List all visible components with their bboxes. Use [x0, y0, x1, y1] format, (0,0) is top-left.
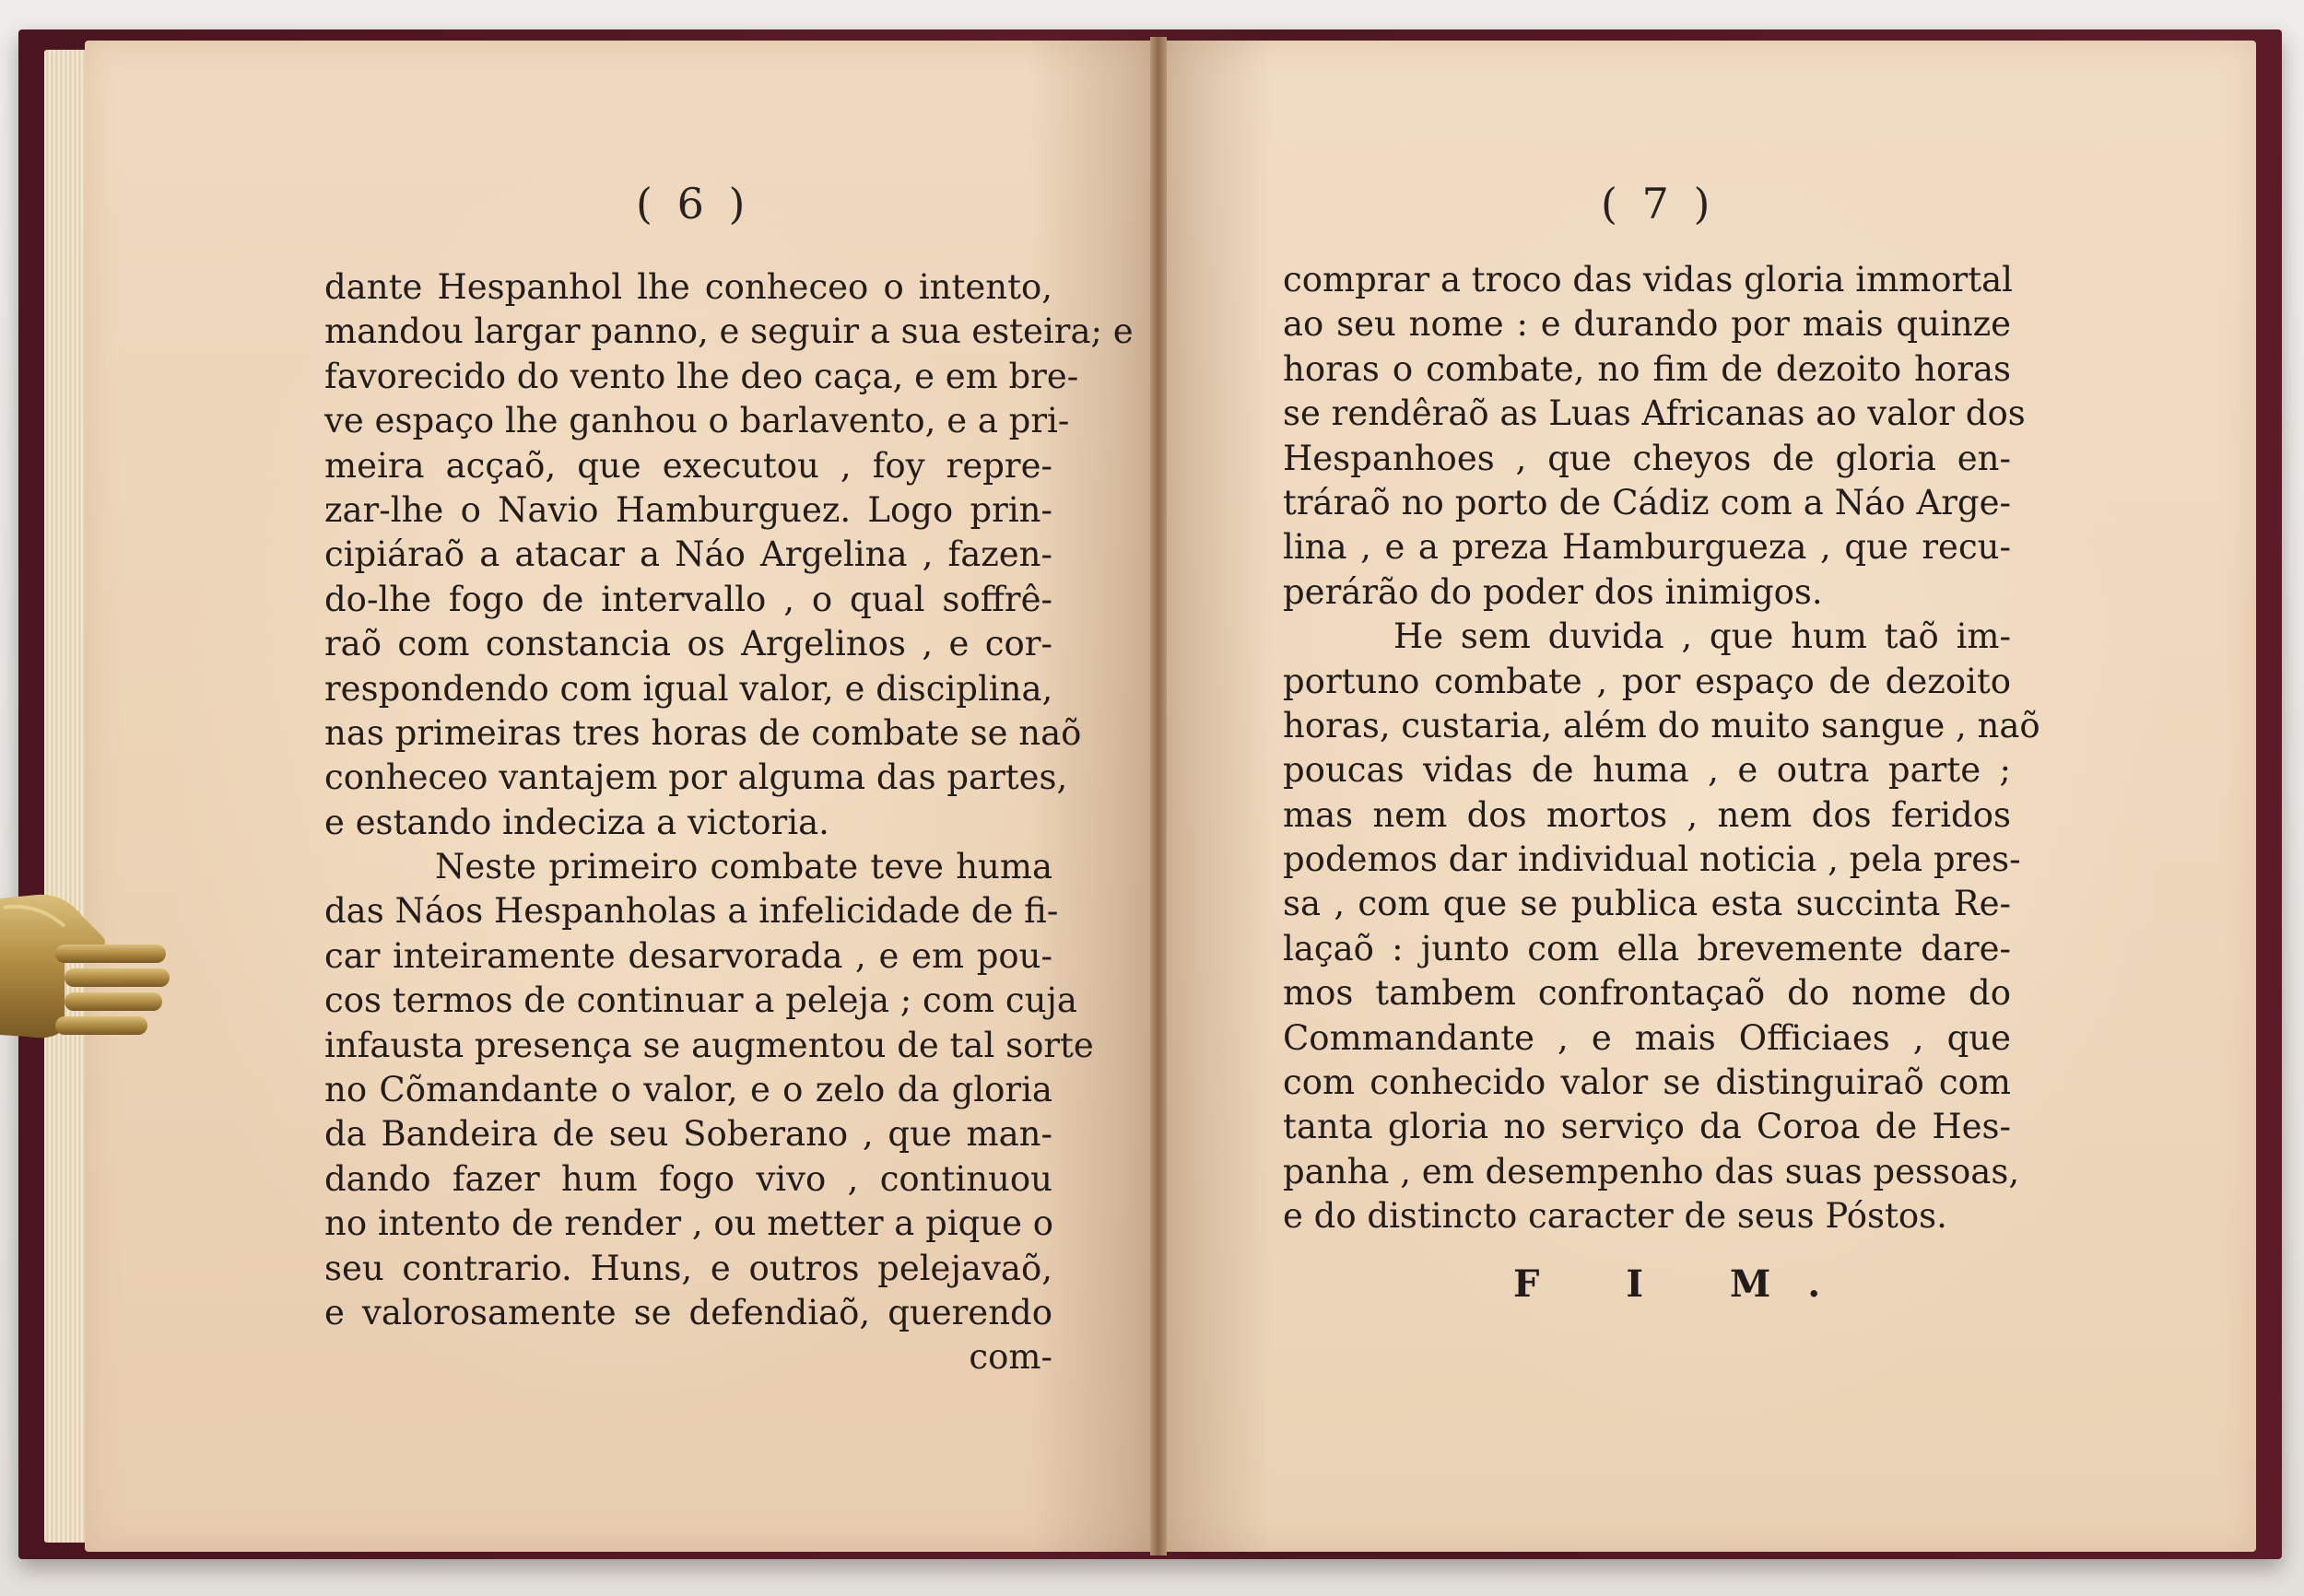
text-line: Hespanhoes , que cheyos de gloria en-	[1283, 438, 2011, 478]
text-line: car inteiramente desarvorada , e em pou-	[324, 935, 1052, 976]
text-line: mas nem dos mortos , nem dos feridos	[1283, 794, 2011, 835]
text-line: horas, custaria, além do muito sangue , naõ	[1283, 705, 2040, 745]
text-line: mandou largar panno, e seguir a sua esteira; e	[324, 311, 1134, 352]
text-line: comprar a troco das vidas gloria immortal	[1283, 260, 2013, 299]
text-line: e do distincto caracter de seus Póstos.	[1283, 1196, 1947, 1237]
text-line: horas o combate, no fim de dezoito horas	[1283, 348, 2011, 389]
closing-fim: F I M.	[1513, 1262, 1858, 1306]
right-page-text	[1283, 258, 2040, 1239]
page-number: ( 6 )	[636, 179, 751, 229]
text-line: seu contrario. Huns, e outros pelejavaõ,	[324, 1248, 1052, 1288]
text-line: panha , em desempenho das suas pessoas,	[1283, 1151, 2020, 1191]
text-line: podemos dar individual noticia , pela pres-	[1283, 839, 2021, 880]
text-line: perárão do poder dos inimigos.	[1283, 571, 1823, 612]
text-line: portuno combate , por espaço de dezoito	[1283, 661, 2011, 701]
text-line: zar-lhe o Navio Hamburguez. Logo prin-	[324, 489, 1052, 530]
text-line: tanta gloria no serviço da Coroa de Hes-	[1283, 1107, 2011, 1147]
text-line: raõ com constancia os Argelinos , e cor-	[324, 624, 1052, 664]
catchword: com-	[969, 1337, 1052, 1378]
text-line: poucas vidas de huma , e outra parte ;	[1283, 750, 2011, 791]
text-line: lina , e a preza Hamburgueza , que recu-	[1283, 527, 2011, 568]
text-line: respondendo com igual valor, e disciplina,	[324, 668, 1053, 709]
text-line: no intento de render , ou metter a pique o	[324, 1203, 1054, 1244]
book-gutter	[1150, 37, 1167, 1555]
text-line: se rendêraõ as Luas Africanas ao valor dos	[1283, 393, 2026, 434]
text-line: nas primeiras tres horas de combate se naõ	[324, 712, 1082, 753]
text-line: infausta presença se augmentou de tal sorte	[324, 1025, 1094, 1065]
text-line: mos tambem confrontaçaõ do nome do	[1283, 973, 2011, 1014]
text-line: dante Hespanhol lhe conheceo o intento,	[324, 267, 1052, 307]
text-line: do-lhe fogo de intervallo , o qual soffrê-	[324, 579, 1052, 619]
page-number: ( 7 )	[1601, 179, 1716, 229]
text-line: dando fazer hum fogo vivo , continuou	[324, 1158, 1052, 1199]
text-line: ve espaço lhe ganhou o barlavento, e a pri-	[324, 401, 1070, 441]
text-line: e estando indeciza a victoria.	[324, 802, 829, 842]
text-line: da Bandeira de seu Soberano , que man-	[324, 1114, 1052, 1155]
text-line: meira acçaõ, que executou , foy repre-	[324, 445, 1052, 486]
text-line: e valorosamente se defendiaõ, querendo	[324, 1292, 1052, 1332]
text-line: ao seu nome : e durando por mais quinze	[1283, 304, 2011, 345]
text-line: Commandante , e mais Officiaes , que	[1283, 1017, 2011, 1058]
text-line: com conhecido valor se distinguiraõ com	[1283, 1062, 2011, 1103]
text-line: tráraõ no porto de Cádiz com a Náo Arge-	[1283, 482, 2011, 522]
text-line: das Náos Hespanholas a infelicidade de fi-	[324, 891, 1059, 932]
text-line: cos termos de continuar a peleja ; com cuja	[324, 980, 1077, 1021]
right-page	[1163, 41, 2256, 1552]
left-page	[85, 41, 1156, 1552]
brass-hand-bookmark-icon	[0, 889, 175, 1046]
text-line: sa , com que se publica esta succinta Re-	[1283, 884, 2011, 924]
text-line: cipiáraõ a atacar a Náo Argelina , fazen-	[324, 534, 1052, 575]
text-line: conheceo vantajem por alguma das partes,	[324, 757, 1068, 798]
text-line: laçaõ : junto com ella brevemente dare-	[1283, 928, 2011, 968]
text-line: He sem duvida , que hum taõ im-	[1393, 616, 2011, 657]
left-page-text	[324, 265, 1134, 1380]
text-line: Neste primeiro combate teve huma	[435, 847, 1052, 887]
text-line: no Cõmandante o valor, e o zelo da gloria	[324, 1070, 1052, 1110]
text-line: favorecido do vento lhe deo caça, e em bre-	[324, 356, 1079, 396]
